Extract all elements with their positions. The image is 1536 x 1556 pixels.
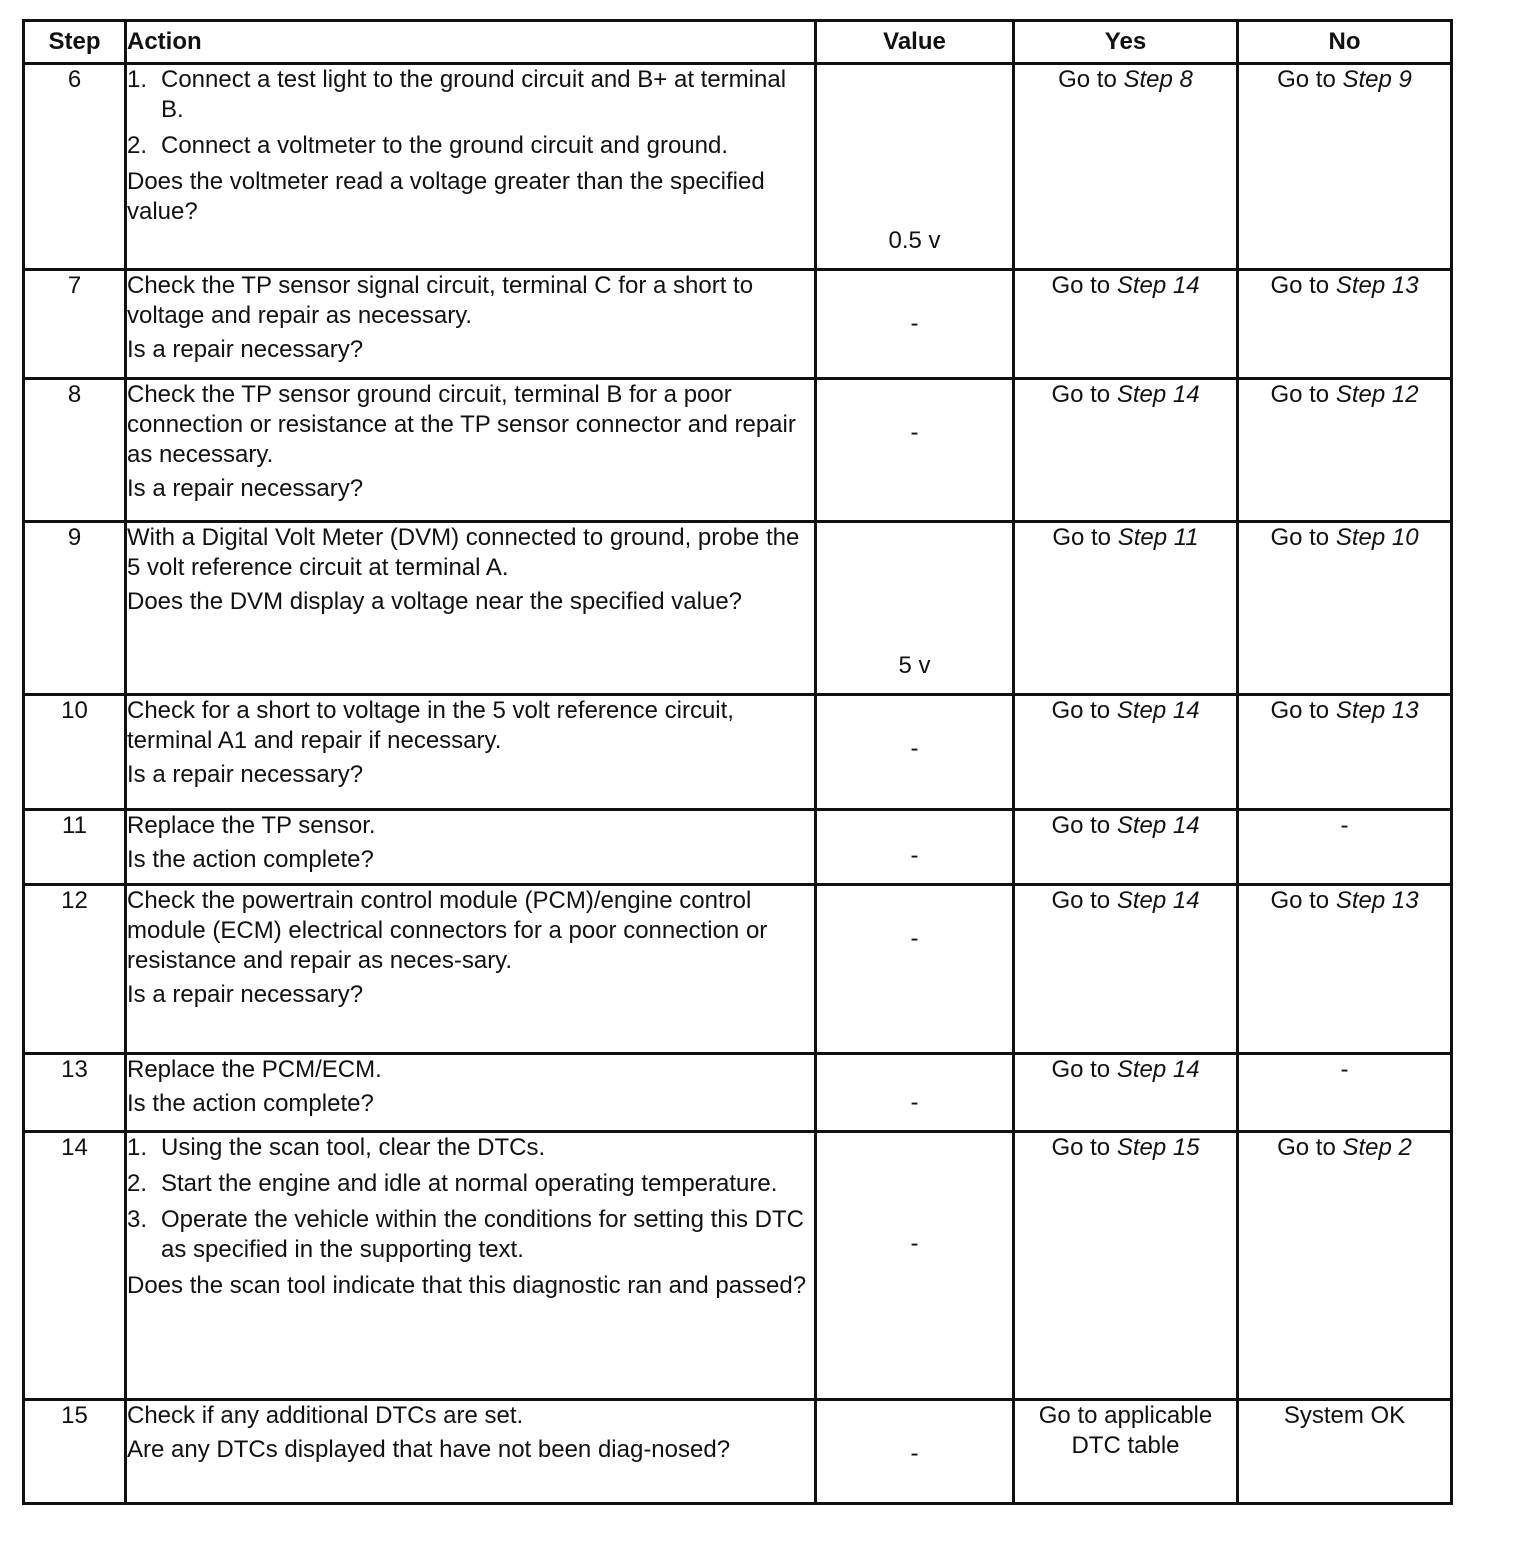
action-question: Is a repair necessary?	[127, 761, 364, 788]
table-row	[24, 1132, 1452, 1400]
value-cell	[816, 64, 1014, 270]
action-text: Replace the TP sensor.	[127, 812, 376, 839]
table-row	[24, 1400, 1452, 1504]
table-row	[24, 270, 1452, 379]
goto-prefix: Go to	[1270, 272, 1336, 299]
value-text: -	[910, 735, 919, 762]
no-step-ref: Step 2	[1342, 1134, 1412, 1161]
no-cell	[1238, 695, 1452, 810]
value-cell	[816, 695, 1014, 810]
no-step-ref: Step 12	[1335, 381, 1419, 408]
yes-cell	[1014, 270, 1238, 379]
action-question: Is a repair necessary?	[127, 981, 364, 1008]
goto-prefix: Go to	[1051, 812, 1117, 839]
action-text: Replace the PCM/ECM.	[127, 1056, 382, 1083]
table-row	[24, 695, 1452, 810]
action-cell	[126, 270, 816, 379]
table-row	[24, 1054, 1452, 1132]
action-text: Check for a short to voltage in the 5 volt reference circuit, terminal A1 and repair if necessary.	[127, 697, 734, 754]
value-text: -	[910, 1089, 919, 1116]
goto-prefix: Go to	[1058, 66, 1124, 93]
list-item	[127, 1169, 814, 1199]
table-row	[24, 810, 1452, 885]
yes-cell	[1014, 695, 1238, 810]
value-text: 0.5 v	[888, 227, 941, 254]
value-text: -	[910, 1230, 919, 1257]
list-number: 2.	[127, 132, 148, 159]
no-cell	[1238, 64, 1452, 270]
yes-cell	[1014, 1132, 1238, 1400]
header-step: Step	[24, 21, 126, 64]
no-step-ref: Step 13	[1335, 887, 1419, 914]
value-cell	[816, 270, 1014, 379]
value-cell	[816, 885, 1014, 1054]
list-text: Connect a voltmeter to the ground circuit and ground.	[161, 132, 728, 159]
step-number: 9	[24, 522, 126, 695]
list-text: Operate the vehicle within the conditions for setting this DTC as specified in the supporting text.	[161, 1206, 804, 1263]
yes-step-ref: Step 11	[1117, 524, 1199, 551]
action-question: Does the scan tool indicate that this diagnostic ran and passed?	[127, 1272, 807, 1299]
no-step-ref: Step 9	[1342, 66, 1412, 93]
value-cell	[816, 810, 1014, 885]
value-cell	[816, 522, 1014, 695]
yes-cell	[1014, 810, 1238, 885]
action-cell	[126, 810, 816, 885]
diagnostic-table	[22, 19, 1453, 1505]
action-question: Is a repair necessary?	[127, 475, 364, 502]
list-text: Connect a test light to the ground circuit and B+ at terminal B.	[161, 66, 787, 123]
yes-cell	[1014, 1054, 1238, 1132]
goto-prefix: Go to	[1051, 381, 1117, 408]
value-text: -	[910, 419, 919, 446]
table-row	[24, 379, 1452, 522]
yes-step-ref: Step 15	[1116, 1134, 1200, 1161]
list-number: 2.	[127, 1170, 148, 1197]
action-cell	[126, 1400, 816, 1504]
step-number: 10	[24, 695, 126, 810]
action-cell	[126, 64, 816, 270]
goto-prefix: Go to	[1270, 381, 1336, 408]
action-question: Is a repair necessary?	[127, 336, 364, 363]
goto-prefix: Go to	[1051, 697, 1117, 724]
yes-step-ref: Step 14	[1116, 272, 1200, 299]
action-cell	[126, 379, 816, 522]
value-cell	[816, 379, 1014, 522]
goto-prefix: Go to	[1277, 1134, 1343, 1161]
action-question: Does the DVM display a voltage near the specified value?	[127, 588, 743, 615]
step-number: 14	[24, 1132, 126, 1400]
step-number: 6	[24, 64, 126, 270]
no-cell: -	[1238, 810, 1452, 885]
header-value: Value	[816, 21, 1014, 64]
goto-prefix: Go to	[1270, 887, 1336, 914]
action-cell	[126, 1132, 816, 1400]
header-no: No	[1238, 21, 1452, 64]
procedure-list	[127, 1133, 814, 1265]
table-row	[24, 885, 1452, 1054]
header-action: Action	[126, 21, 816, 64]
no-cell	[1238, 885, 1452, 1054]
no-cell	[1238, 270, 1452, 379]
yes-step-ref: Step 14	[1116, 381, 1200, 408]
goto-prefix: Go to	[1051, 1134, 1117, 1161]
action-text: Check the powertrain control module (PCM)/engine control module (ECM) electrical connectors for a poor connection or resistance and repair as neces-sary.	[127, 887, 768, 974]
value-text: -	[910, 310, 919, 337]
step-number: 12	[24, 885, 126, 1054]
action-text: With a Digital Volt Meter (DVM) connected to ground, probe the 5 volt reference circuit at terminal A.	[127, 524, 800, 581]
step-number: 15	[24, 1400, 126, 1504]
list-item	[127, 1133, 814, 1163]
value-cell	[816, 1054, 1014, 1132]
action-text: Check the TP sensor signal circuit, terminal C for a short to voltage and repair as necessary.	[127, 272, 754, 329]
yes-cell	[1014, 522, 1238, 695]
action-question: Are any DTCs displayed that have not been diag-nosed?	[127, 1436, 731, 1463]
list-number: 1.	[127, 66, 148, 93]
no-step-ref: Step 13	[1335, 272, 1419, 299]
no-cell	[1238, 1132, 1452, 1400]
list-item	[127, 131, 814, 161]
table-row	[24, 64, 1452, 270]
goto-prefix: Go to	[1051, 887, 1117, 914]
no-cell	[1238, 379, 1452, 522]
value-text: -	[910, 842, 919, 869]
list-number: 1.	[127, 1134, 148, 1161]
yes-cell	[1014, 885, 1238, 1054]
table-row	[24, 522, 1452, 695]
step-number: 11	[24, 810, 126, 885]
yes-step-ref: Step 8	[1123, 66, 1193, 93]
action-cell	[126, 885, 816, 1054]
header-row	[24, 21, 1452, 64]
yes-step-ref: Step 14	[1116, 1056, 1200, 1083]
no-cell	[1238, 522, 1452, 695]
step-number: 7	[24, 270, 126, 379]
value-cell	[816, 1400, 1014, 1504]
yes-cell: Go to applicable DTC table	[1014, 1400, 1238, 1504]
action-text: Check the TP sensor ground circuit, terminal B for a poor connection or resistance at the TP sensor connector and repair as necessary.	[127, 381, 796, 468]
goto-prefix: Go to	[1270, 524, 1336, 551]
goto-prefix: Go to	[1052, 524, 1118, 551]
action-question: Is the action complete?	[127, 1090, 374, 1117]
action-question: Is the action complete?	[127, 846, 374, 873]
no-cell: -	[1238, 1054, 1452, 1132]
action-cell	[126, 1054, 816, 1132]
goto-prefix: Go to	[1277, 66, 1343, 93]
step-number: 13	[24, 1054, 126, 1132]
list-text: Using the scan tool, clear the DTCs.	[161, 1134, 546, 1161]
action-question: Does the voltmeter read a voltage greater than the specified value?	[127, 168, 765, 225]
no-step-ref: Step 13	[1335, 697, 1419, 724]
yes-cell	[1014, 64, 1238, 270]
yes-cell	[1014, 379, 1238, 522]
yes-step-ref: Step 14	[1116, 812, 1200, 839]
list-number: 3.	[127, 1206, 148, 1233]
action-text: Check if any additional DTCs are set.	[127, 1402, 524, 1429]
yes-step-ref: Step 14	[1116, 887, 1200, 914]
value-text: -	[910, 925, 919, 952]
goto-prefix: Go to	[1270, 697, 1336, 724]
value-text: 5 v	[898, 652, 931, 679]
goto-prefix: Go to	[1051, 272, 1117, 299]
no-step-ref: Step 10	[1335, 524, 1419, 551]
goto-prefix: Go to	[1051, 1056, 1117, 1083]
yes-step-ref: Step 14	[1116, 697, 1200, 724]
action-cell	[126, 522, 816, 695]
value-text: -	[910, 1440, 919, 1467]
value-cell	[816, 1132, 1014, 1400]
action-cell	[126, 695, 816, 810]
step-number: 8	[24, 379, 126, 522]
no-cell: System OK	[1238, 1400, 1452, 1504]
header-yes: Yes	[1014, 21, 1238, 64]
procedure-list	[127, 65, 814, 161]
list-item	[127, 65, 814, 125]
list-text: Start the engine and idle at normal operating temperature.	[161, 1170, 778, 1197]
list-item	[127, 1205, 814, 1265]
